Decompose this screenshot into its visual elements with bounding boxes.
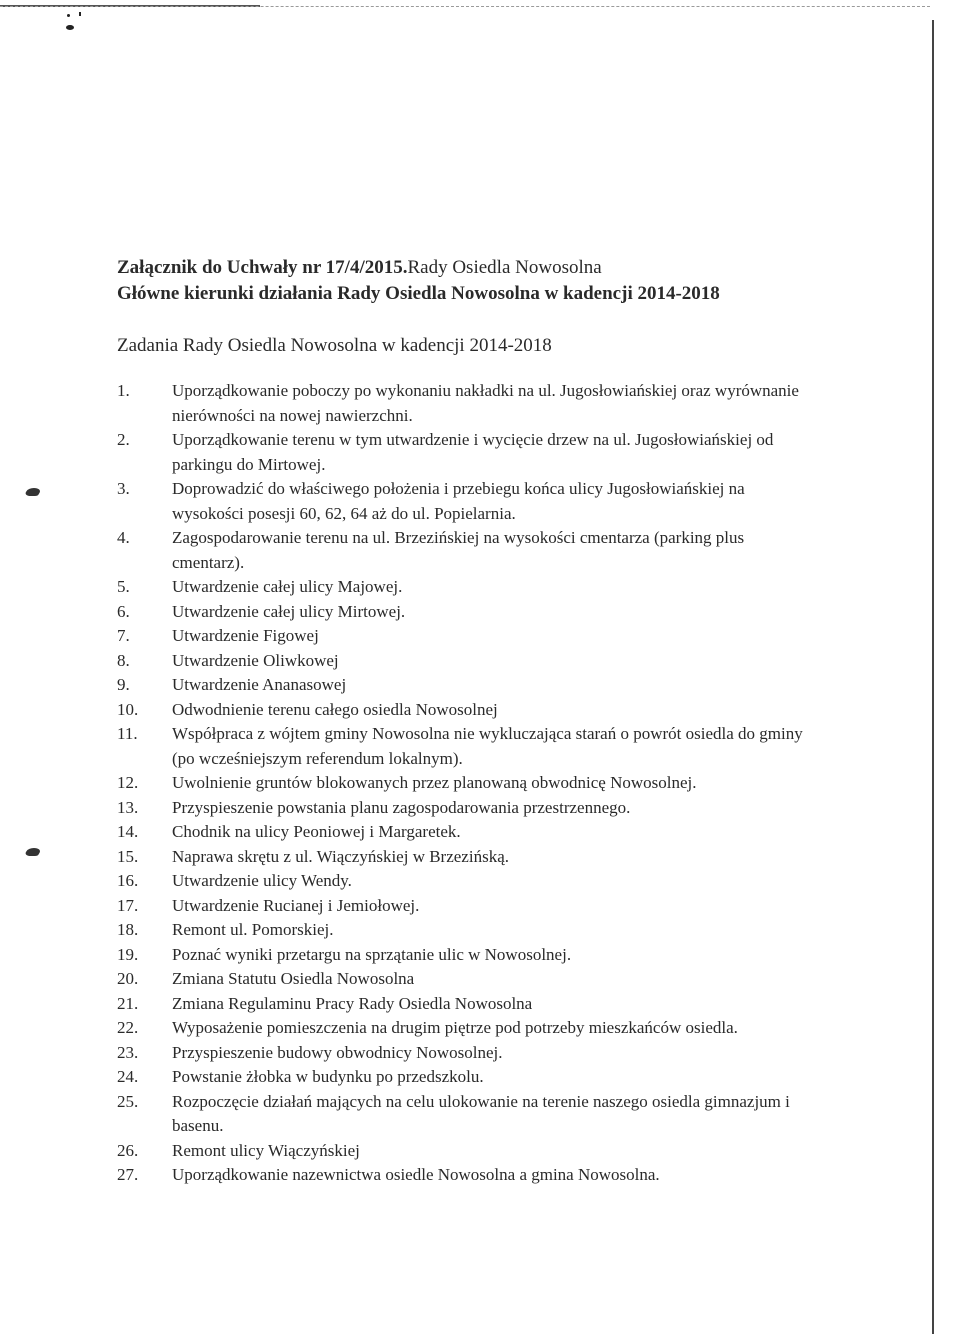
task-item [117, 943, 817, 968]
task-text: Remont ul. Pomorskiej. [172, 920, 334, 939]
task-number: 22. [117, 1018, 139, 1037]
document-subheading: Główne kierunki działania Rady Osiedla Nowosolna w kadencji 2014-2018 [117, 283, 720, 304]
task-text: Utwardzenie ulicy Wendy. [172, 871, 352, 890]
task-text: Powstanie żłobka w budynku po przedszkolu. [172, 1067, 484, 1086]
task-text: Naprawa skrętu z ul. Wiączyńskiej w Brzezińską. [172, 846, 509, 866]
task-text: Zmiana Statutu Osiedla Nowosolna [172, 969, 415, 988]
task-text: Rozpoczęcie działań mających na celu ulokowanie na terenie naszego osiedla gimnazjum i basenu. [172, 1091, 790, 1135]
punch-hole-mark [24, 488, 43, 496]
punch-hole-mark [24, 848, 43, 856]
document-heading [117, 255, 817, 281]
task-text: Utwardzenie całej ulicy Mirtowej. [172, 601, 406, 621]
task-number: 20. [117, 969, 139, 988]
task-number: 6. [117, 601, 130, 621]
task-text: Przyspieszenie powstania planu zagospodarowania przestrzennego. [172, 797, 631, 817]
task-item [117, 845, 817, 870]
task-number: 5. [117, 577, 130, 596]
task-number: 15. [117, 846, 139, 866]
task-text: Zmiana Regulaminu Pracy Rady Osiedla Nowosolna [172, 993, 533, 1013]
task-number: 19. [117, 944, 139, 964]
heading-bold-part: Załącznik do Uchwały nr 17/4/2015. [117, 257, 408, 278]
task-list-title: Zadania Rady Osiedla Nowosolna w kadencji 2014-2018 [117, 335, 552, 356]
task-text: Uporządkowanie nazewnictwa osiedle Nowosolna a gmina Nowosolna. [172, 1165, 660, 1184]
task-item [117, 600, 817, 625]
task-number: 24. [117, 1067, 139, 1086]
scan-artifact [79, 12, 81, 16]
task-number: 21. [117, 993, 139, 1013]
task-number: 25. [117, 1091, 139, 1111]
task-number: 10. [117, 699, 139, 719]
task-item [117, 1065, 817, 1090]
task-item [117, 967, 817, 992]
task-item [117, 673, 817, 698]
scan-edge-top-dashed [0, 6, 930, 7]
task-item [117, 1139, 817, 1164]
task-item [117, 771, 817, 796]
task-item [117, 1041, 817, 1066]
task-number: 26. [117, 1140, 139, 1160]
task-text: Uwolnienie gruntów blokowanych przez planowaną obwodnicę Nowosolnej. [172, 773, 697, 792]
task-text: Wyposażenie pomieszczenia na drugim piętrze pod potrzeby mieszkańców osiedla. [172, 1018, 738, 1037]
task-number: 1. [117, 381, 130, 400]
task-text: Remont ulicy Wiączyńskiej [172, 1140, 360, 1160]
task-text: Uporządkowanie terenu w tym utwardzenie i wycięcie drzew na ul. Jugosłowiańskiej od parkingu do Mirtowej. [172, 430, 774, 474]
task-number: 3. [117, 479, 130, 498]
task-number: 2. [117, 430, 130, 449]
task-item [117, 1090, 817, 1139]
task-number: 7. [117, 626, 130, 645]
task-number: 23. [117, 1042, 139, 1062]
scan-artifact [66, 25, 74, 30]
task-item [117, 918, 817, 943]
task-item [117, 820, 817, 845]
task-text: Zagospodarowanie terenu na ul. Brzezińskiej na wysokości cmentarza (parking plus cmentarz). [172, 528, 745, 572]
task-number: 12. [117, 773, 139, 792]
task-text: Odwodnienie terenu całego osiedla Nowosolnej [172, 699, 498, 719]
task-item [117, 379, 817, 428]
task-text: Utwardzenie Rucianej i Jemiołowej. [172, 895, 420, 915]
task-item [117, 992, 817, 1017]
task-text: Doprowadzić do właściwego położenia i przebiegu końca ulicy Jugosłowiańskiej na wysokości posesji 60, 62, 64 aż do ul. Popielarnia. [172, 479, 745, 523]
task-list [117, 379, 817, 1188]
task-number: 14. [117, 822, 139, 841]
task-number: 11. [117, 724, 138, 743]
task-number: 27. [117, 1165, 139, 1184]
task-item [117, 869, 817, 894]
heading-rest-part: Rady Osiedla Nowosolna [407, 257, 602, 278]
task-item [117, 526, 817, 575]
task-number: 17. [117, 895, 139, 915]
task-text: Uporządkowanie poboczy po wykonaniu nakładki na ul. Jugosłowiańskiej oraz wyrównanie nierówności na nowej nawierzchni. [172, 381, 799, 425]
task-text: Utwardzenie Oliwkowej [172, 650, 339, 670]
task-number: 8. [117, 650, 130, 670]
task-item [117, 428, 817, 477]
task-text: Chodnik na ulicy Peoniowej i Margaretek. [172, 822, 461, 841]
task-item [117, 698, 817, 723]
task-item [117, 894, 817, 919]
task-number: 16. [117, 871, 139, 890]
task-number: 13. [117, 797, 139, 817]
task-text: Utwardzenie całej ulicy Majowej. [172, 577, 403, 596]
task-item [117, 624, 817, 649]
task-item [117, 722, 817, 771]
task-item [117, 1163, 817, 1188]
task-number: 4. [117, 528, 130, 547]
task-item [117, 796, 817, 821]
task-item [117, 575, 817, 600]
task-text: Przyspieszenie budowy obwodnicy Nowosolnej. [172, 1042, 503, 1062]
scan-artifact [67, 14, 70, 17]
task-text: Poznać wyniki przetargu na sprzątanie ulic w Nowosolnej. [172, 944, 572, 964]
task-number: 18. [117, 920, 139, 939]
document-body [117, 255, 817, 1188]
task-text: Utwardzenie Figowej [172, 626, 319, 645]
task-item [117, 477, 817, 526]
task-number: 9. [117, 675, 130, 694]
scan-edge-right [932, 20, 934, 1334]
task-item [117, 649, 817, 674]
task-text: Współpraca z wójtem gminy Nowosolna nie wykluczająca starań o powrót osiedla do gminy (po wcześniejszym referendum lokalnym). [172, 724, 803, 768]
task-item [117, 1016, 817, 1041]
task-text: Utwardzenie Ananasowej [172, 675, 347, 694]
